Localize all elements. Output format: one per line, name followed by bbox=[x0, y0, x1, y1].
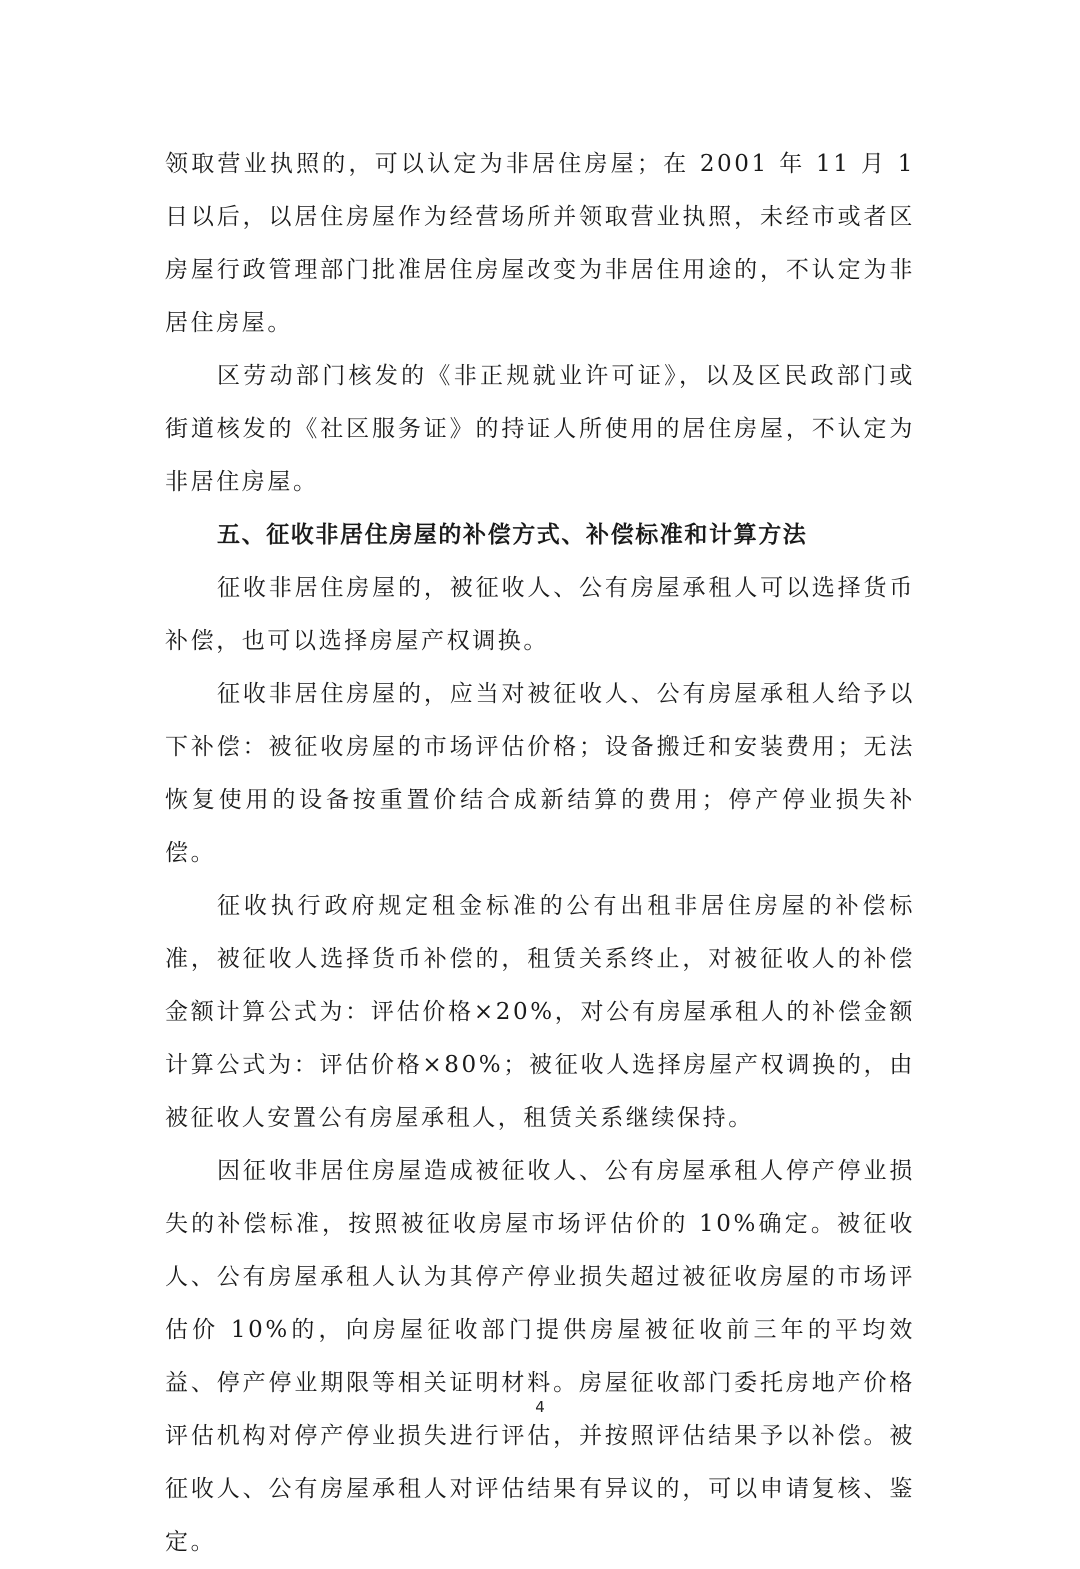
paragraph-business-loss: 因征收非居住房屋造成被征收人、公有房屋承租人停产停业损失的补偿标准，按照被征收房屋市场评估价的 10%确定。被征收人、公有房屋承租人认为其停产停业损失超过被征收房屋的市场评估价 10%的，向房屋征收部门提供房屋被征收前三年的平均效益、停产停业期限等相关证明材料。房屋征收部门委托房地产价格评估机构对停产停业损失进行评估，并按照评估结果予以补偿。被征收人、公有房屋承租人对评估结果有异议的，可以申请复核、鉴定。 bbox=[165, 1158, 915, 1555]
page-number: 4 bbox=[535, 1398, 545, 1416]
paragraph-permit-exclusion: 区劳动部门核发的《非正规就业许可证》，以及区民政部门或街道核发的《社区服务证》的持证人所使用的居住房屋，不认定为非居住房屋。 bbox=[165, 363, 915, 495]
paragraph-compensation-items: 征收非居住房屋的，应当对被征收人、公有房屋承租人给予以下补偿：被征收房屋的市场评估价格；设备搬迁和安装费用；无法恢复使用的设备按重置价结合成新结算的费用；停产停业损失补偿。 bbox=[165, 681, 915, 866]
section-heading: 五、征收非居住房屋的补偿方式、补偿标准和计算方法 bbox=[217, 522, 808, 548]
document-body bbox=[165, 138, 915, 1569]
paragraph-public-housing-formula: 征收执行政府规定租金标准的公有出租非居住房屋的补偿标准，被征收人选择货币补偿的，租赁关系终止，对被征收人的补偿金额计算公式为：评估价格×20%，对公有房屋承租人的补偿金额计算公式为：评估价格×80%；被征收人选择房屋产权调换的，由被征收人安置公有房屋承租人，租赁关系继续保持。 bbox=[165, 893, 915, 1131]
paragraph-continuation: 领取营业执照的，可以认定为非居住房屋；在 2001 年 11 月 1 日以后，以居住房屋作为经营场所并领取营业执照，未经市或者区房屋行政管理部门批准居住房屋改变为非居住用途的，不认定为非居住房屋。 bbox=[165, 151, 915, 336]
paragraph-compensation-options: 征收非居住房屋的，被征收人、公有房屋承租人可以选择货币补偿，也可以选择房屋产权调换。 bbox=[165, 575, 915, 654]
